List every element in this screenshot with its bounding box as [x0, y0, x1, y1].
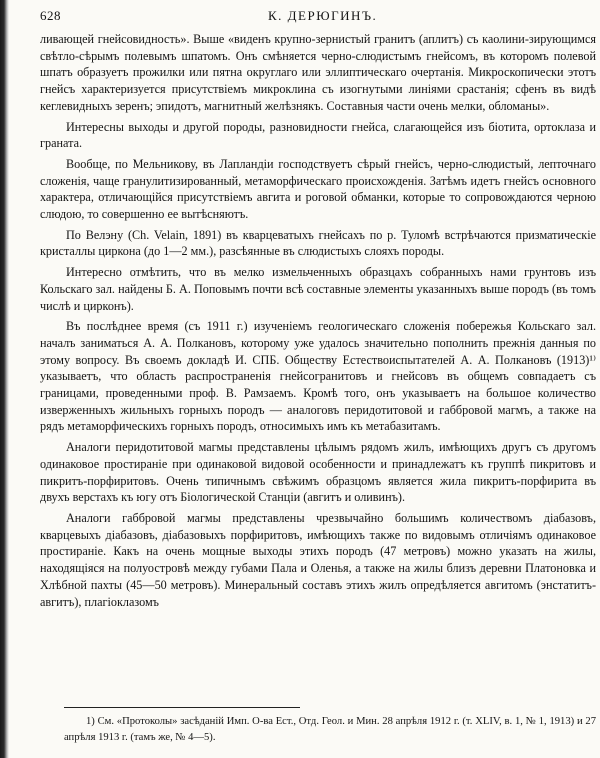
paragraph: Въ послѣднее время (съ 1911 г.) изученіемъ геологическаго сложенія побережья Кольскаго зал. началъ заниматься А. А. Полкановъ, которому уже удалось значительно пополнить прежнія данныя по этому вопросу. Въ своемъ докладѣ И. СПБ. Обществу Естествоиспытателей А. А. Полкановъ (1913)¹⁾ указываетъ, что область распространенія гнейсогранитовъ и гнейсовъ въ общемъ совпадаетъ съ границами, проведенными проф. В. Рамзаемъ. Кромѣ того, онъ указываетъ на большое количество изверженныхъ жильныхъ горныхъ породъ — аналоговъ перидотитовой и габбровой магмъ, а также на рядъ метаморфическихъ горныхъ породъ, относимыхъ имъ къ метабазитамъ. [40, 319, 596, 434]
paragraph: Интересно отмѣтить, что въ мелко измельченныхъ образцахъ собранныхъ нами грунтовъ изъ Кольскаго зал. найдены Б. А. Поповымъ почти всѣ составные элементы указанныхъ выше породъ (въ томъ числѣ и цирконъ). [40, 265, 596, 313]
body-text [40, 31, 596, 614]
running-head: К. ДЕРЮГИНЪ. [268, 8, 378, 23]
paragraph: Аналоги перидотитовой магмы представлены цѣлымъ рядомъ жилъ, имѣющихъ другъ съ другомъ одинаковое простираніе при одинаковой видовой особенности и принадлежатъ къ группѣ пикритовъ и пикритъ-порфиритовъ. Очень типичнымъ свѣжимъ образцомъ является жила пикритъ-порфирита въ двухъ верстахъ къ югу отъ Біологической Станціи (авгитъ и оливинъ). [40, 440, 596, 505]
book-binding-shadow [0, 0, 9, 758]
paragraph: По Велэну (Ch. Velain, 1891) въ кварцеватыхъ гнейсахъ по р. Туломѣ встрѣчаются призматическіе кристаллы циркона (до 1—2 мм.), разсѣянные въ слюдистыхъ слояхъ породы. [40, 227, 596, 259]
page-header [40, 8, 590, 24]
paragraph: ливающей гнейсовидность». Выше «виденъ крупно-зернистый гранитъ (аплитъ) съ каолини-зирующимся свѣтло-сѣрымъ полевымъ шпатомъ. Онъ смѣняется черно-слюдистымъ гнейсомъ, въ которомъ полевой шпатъ образуетъ прожилки или пятна округлаго или эллиптическаго очертанія. Микроскопически этотъ гнейсъ характеризуется присутствіемъ микроклина съ изогнутыми линіями срастанія; сфенъ въ видѣ кеглевидныхъ зеренъ; эпидотъ, магнитный желѣзнякъ. Составныя части очень мелки, обломаны». [40, 32, 596, 113]
paragraph: Интересны выходы и другой породы, разновидности гнейса, слагающейся изъ біотита, ортоклаза и граната. [40, 119, 596, 151]
footnotes [64, 714, 596, 746]
paragraph: Вообще, по Мельникову, въ Лапландіи господствуетъ сѣрый гнейсъ, черно-слюдистый, лепточнаго сложенія, чаще гранулитизированный, метаморфическаго происхожденія. Затѣмъ идетъ гнейсъ основного характера, отличающійся присутствіемъ авгита и роговой обманки, которые то сопровождаются черною слюдою, то совершенно ее вытѣсняютъ. [40, 156, 596, 222]
footnote: 1) См. «Протоколы» засѣданій Имп. О-ва Ест., Отд. Геол. и Мин. 28 апрѣля 1912 г. (т. XLIV, в. 1, № 1, 1913) и 27 апрѣля 1913 г. (тамъ же, № 4—5). [64, 716, 596, 743]
page-number: 628 [40, 8, 61, 23]
paragraph: Аналоги габбровой магмы представлены чрезвычайно большимъ количествомъ діабазовъ, кварцевыхъ діабазовъ, діабазовыхъ порфиритовъ, имѣющихъ также по видовымъ отличіямъ одинаковое простираніе. Какъ на очень мощные выходы этихъ породъ (47 метровъ) можно указать на жилы, находящіяся на полуостровѣ между губами Пала и Оленья, а также на жилы близъ деревни Платоновка и Хлѣбной пахты (45—50 метровъ). Минеральный составъ этихъ жилъ опредѣляется авгитомъ (энстатитъ-авгитъ), плагіоклазомъ [40, 510, 596, 609]
footnote-divider [64, 707, 300, 708]
